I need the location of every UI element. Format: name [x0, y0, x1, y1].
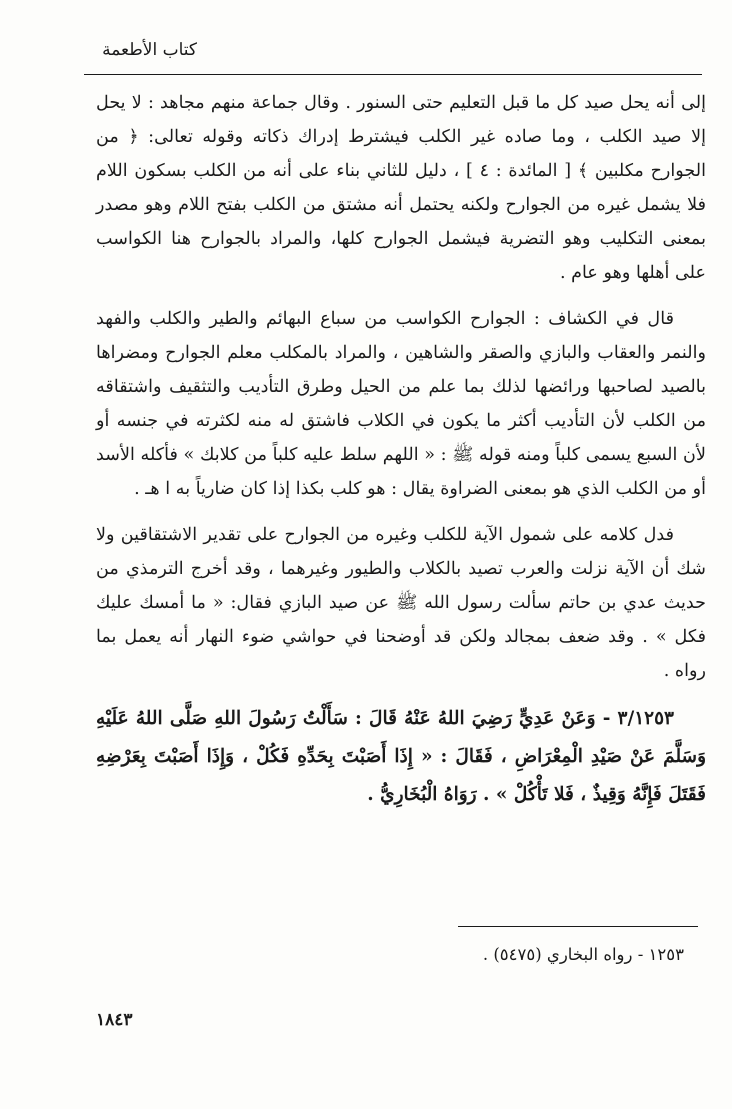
page-number: ١٨٤٣ — [96, 1010, 133, 1030]
paragraph-3: فدل كلامه على شمول الآية للكلب وغيره من الجوارح على تقدير الاشتقاقين ولا شك أن الآية نزلت والعرب تصيد بالكلاب والطيور وغيرهما ، وقد أخرج الترمذي من حديث عدي بن حاتم سألت رسول الله ﷺ عن صيد البازي فقال: « ما أمسك عليك فكل » . وقد ضعف بمجالد ولكن قد أوضحنا في حواشي ضوء النهار أنه يعمل بما رواه . — [96, 525, 706, 681]
header-rule — [84, 74, 702, 75]
running-header: كتاب الأطعمة — [102, 40, 197, 60]
main-text — [96, 86, 706, 814]
paragraph-1: إلى أنه يحل صيد كل ما قبل التعليم حتى السنور . وقال جماعة منهم مجاهد : لا يحل إلا صيد الكلب ، وما صاده غير الكلب فيشترط إدراك ذكاته وقوله تعالى: ﴿ من الجوارح مكلبين ﴾ [ المائدة : ٤ ] ، دليل للثاني بناء على أنه من الكلب بسكون اللام فلا يشمل غيره من الجوارح ولكنه يحتمل أنه مشتق من الكلب بفتح اللام وهو مصدر بمعنى التكليب وهو التضرية فيشمل الجوارح كلها، والمراد بالجوارح هنا الكواسب على أهلها وهو عام . — [96, 93, 707, 283]
paragraph-2: قال في الكشاف : الجوارح الكواسب من سباع البهائم والطير والكلب والفهد والنمر والعقاب والبازي والصقر والشاهين ، والمراد بالمكلب معلم الجوارح ومضراها بالصيد لصاحبها ورائضها لذلك بما علم من الحيل وطرق التأديب والتثقيف واشتقاقه من الكلب لأن التأديب أكثر ما يكون في الكلاب فاشتق له منه لكثرته في جنسه أو لأن السبع يسمى كلباً ومنه قوله ﷺ : « اللهم سلط عليه كلباً من كلابك » فأكله الأسد أو من الكلب الذي هو بمعنى الضراوة يقال : هو كلب بكذا إذا كان ضارياً به ا هـ . — [96, 309, 706, 499]
footnote-rule — [458, 926, 698, 927]
footnote: ١٢٥٣ - رواه البخاري (٥٤٧٥) . — [482, 945, 684, 964]
hadith-text: ٣/١٢٥٣ - وَعَنْ عَدِيٍّ رَضِيَ اللهُ عَنْهُ قَالَ : سَأَلْتُ رَسُولَ اللهِ صَلَّى اللهُ عَلَيْهِ وَسَلَّمَ عَنْ صَيْدِ الْمِعْرَاضِ ، فَقَالَ : « إِذَا أَصَبْتَ بِحَدِّهِ فَكُلْ ، وَإِذَا أَصَبْتَ بِعَرْضِهِ فَقَتَلَ فَإِنَّهُ وَقِيذٌ ، فَلا تَأْكُلْ » . رَوَاهُ الْبُخَارِيُّ . — [96, 708, 706, 805]
